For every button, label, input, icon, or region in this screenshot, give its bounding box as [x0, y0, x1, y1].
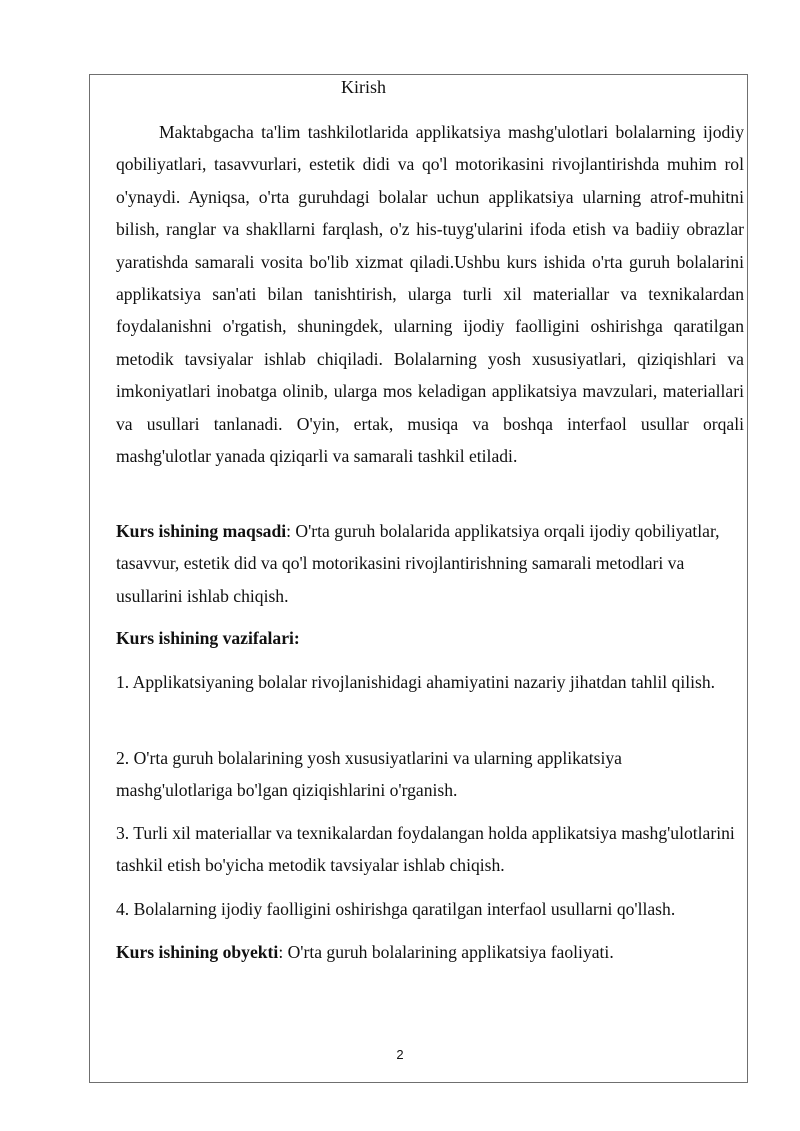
page-number: 2 — [396, 1047, 404, 1062]
object-text: : O'rta guruh bolalarining applikatsiya faoliyati. — [278, 942, 614, 962]
goal-paragraph — [116, 515, 736, 612]
task-item-1: 1. Applikatsiyaning bolalar rivojlanishidagi ahamiyatini nazariy jihatdan tahlil qilish. — [116, 672, 716, 692]
page-title: Kirish — [341, 77, 386, 97]
task-item-2: 2. O'rta guruh bolalarining yosh xususiyatlarini va ularning applikatsiya mashg'ulotlariga bo'lgan qiziqishlarini o'rganish. — [116, 748, 622, 801]
task-item-3: 3. Turli xil materiallar va texnikalardan foydalangan holda applikatsiya mashg'ulotlarini tashkil etish bo'yicha metodik tavsiyalar ishlab chiqish. — [116, 823, 735, 876]
object-label: Kurs ishining obyekti — [116, 942, 279, 962]
tasks-heading: Kurs ishining vazifalari: — [116, 628, 300, 648]
task-item-4: 4. Bolalarning ijodiy faolligini oshirishga qaratilgan interfaol usullarni qo'llash. — [116, 899, 676, 919]
goal-label: Kurs ishining maqsadi — [116, 521, 287, 541]
intro-paragraph: Maktabgacha ta'lim tashkilotlarida applikatsiya mashg'ulotlari bolalarning ijodiy qobiliyatlari, tasavvurlari, estetik didi va qo'l motorikasini rivojlantirishda muhim rol o'ynaydi. Ayniqsa, o'rta guruhdagi bolalar uchun applikatsiya ularning atrof-muhitni bilish, ranglar va shakllarni farqlash, o'z his-tuyg'ularini ifoda etish va badiiy obrazlar yaratishda samarali vosita bo'lib xizmat qiladi.Ushbu kurs ishida o'rta guruh bolalarini applikatsiya san'ati bilan tanishtirish, ularga turli xil materiallar va texnikalardan foydalanishni o'rgatish, shuningdek, ularning ijodiy faolligini oshirishga qaratilgan metodik tavsiyalar ishlab chiqiladi. Bolalarning yosh xususiyatlari, qiziqishlari va imkoniyatlari inobatga olinib, ularga mos keladigan applikatsiya mavzulari, materiallari va usullari tanlanadi. O'yin, ertak, musiqa va boshqa interfaol usullar orqali mashg'ulotlar yanada qiziqarli va samarali tashkil etiladi. — [116, 122, 744, 467]
goal-text: : O'rta guruh bolalarida applikatsiya orqali ijodiy qobiliyatlar, tasavvur, estetik did va qo'l motorikasini rivojlantirishning samarali metodlari va usullarini ishlab chiqish. — [116, 521, 720, 606]
object-paragraph — [116, 936, 736, 968]
